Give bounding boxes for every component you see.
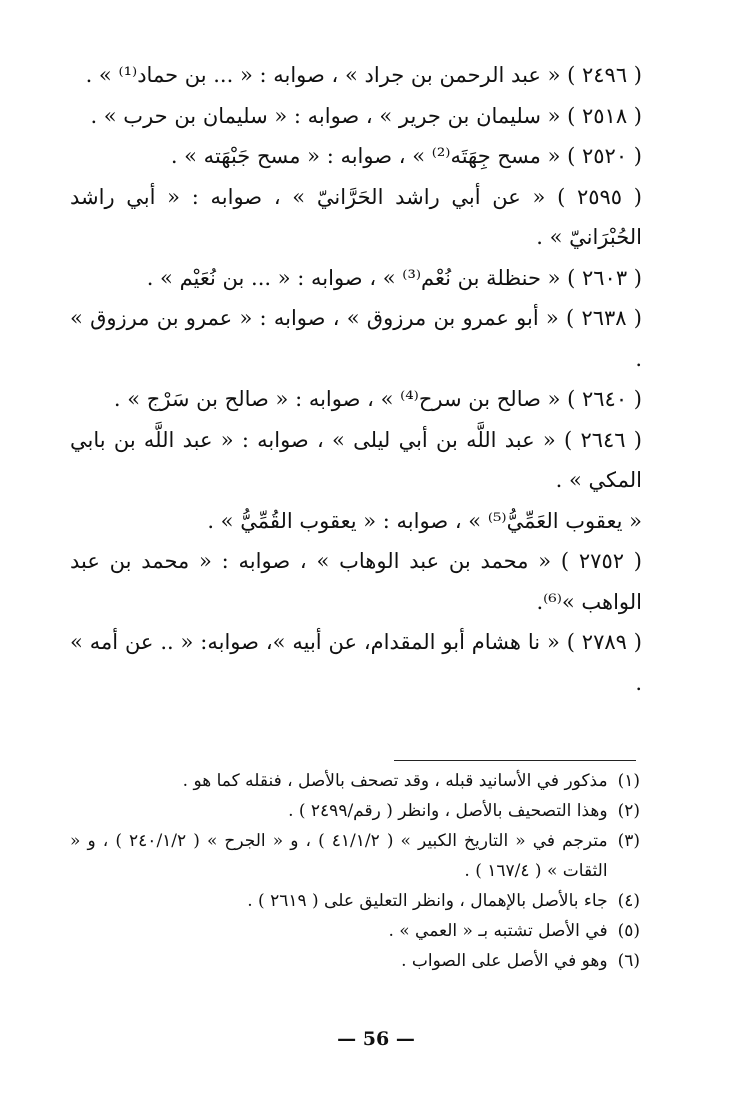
corrections-list: [70, 55, 642, 703]
footnote-number: (٣): [617, 831, 640, 851]
footnote: [70, 826, 640, 886]
footnote-number: (٥): [617, 921, 640, 941]
correction-entry: ( ٢٦٤٠ ) « صالح بن سرح⁽⁴⁾ » ، صوابه : « صالح بن سَرْج » .: [113, 387, 642, 411]
footnote-number: (٦): [617, 951, 640, 971]
footnote-text: في الأصل تشتبه بـ « العمي » .: [388, 921, 608, 941]
correction-entry: ( ٢٥٩٥ ) « عن أبي راشد الحَرَّانيّ » ، صوابه : « أبي راشد الحُبْرَانيّ » .: [70, 184, 642, 249]
correction-entry: « يعقوب العَمِّيُّ⁽⁵⁾ » ، صوابه : « يعقوب القُمِّيُّ » .: [207, 508, 642, 533]
correction-entry: ( ٢٥٢٠ ) « مسح جِهَتَه⁽²⁾ » ، صوابه : « مسح جَبْهَته » .: [170, 144, 642, 168]
footnote-text: جاء بالأصل بالإهمال ، وانظر التعليق على ( ٢٦١٩ ) .: [247, 891, 608, 911]
footnote-number: (٤): [617, 891, 640, 911]
footnote: [70, 946, 640, 976]
correction-entry: ( ٢٦٣٨ ) « أبو عمرو بن مرزوق » ، صوابه : « عمرو بن مرزوق » .: [70, 306, 642, 371]
footnote: [70, 796, 640, 826]
footnote-separator: [394, 760, 636, 761]
footnote-text: وهذا التصحيف بالأصل ، وانظر ( رقم/٢٤٩٩ ) .: [288, 801, 608, 821]
footnote: [70, 886, 640, 916]
page-number: — 56 —: [337, 1028, 415, 1050]
footnote: [70, 766, 640, 796]
footnotes: [70, 766, 640, 976]
footnote-text: وهو في الأصل على الصواب .: [401, 951, 608, 971]
footnote-text: مذكور في الأسانيد قبله ، وقد تصحف بالأصل ، فنقله كما هو .: [182, 771, 608, 791]
correction-entry: ( ٢٦٤٦ ) « عبد اللَّه بن أبي ليلى » ، صوابه : « عبد اللَّه بن بابي المكي » .: [70, 427, 643, 492]
footnote-text: مترجم في « التاريخ الكبير » ( ٤١/١/٢ ) ، و « الجرح » ( ٢٤٠/١/٢ ) ، و « الثقات » ( ١٦٧/٤ ) .: [70, 831, 608, 881]
correction-entry: ( ٢٤٩٦ ) « عبد الرحمن بن جراد » ، صوابه : « ... بن حماد⁽¹⁾ » .: [85, 63, 642, 87]
footnote-number: (٢): [617, 801, 640, 821]
correction-entry: ( ٢٦٠٣ ) « حنظلة بن نُعْم⁽³⁾ » ، صوابه : « ... بن نُعَيْم » .: [146, 265, 642, 290]
correction-entry: ( ٢٧٨٩ ) « نا هشام أبو المقدام، عن أبيه »، صوابه: « .. عن أمه » .: [70, 630, 642, 695]
correction-entry: ( ٢٧٥٢ ) « محمد بن عبد الوهاب » ، صوابه : « محمد بن عبد الواهب »⁽⁶⁾.: [70, 549, 642, 614]
footnote: [70, 916, 640, 946]
correction-entry: ( ٢٥١٨ ) « سليمان بن جرير » ، صوابه : « سليمان بن حرب » .: [90, 103, 642, 128]
footnote-number: (١): [617, 771, 640, 791]
